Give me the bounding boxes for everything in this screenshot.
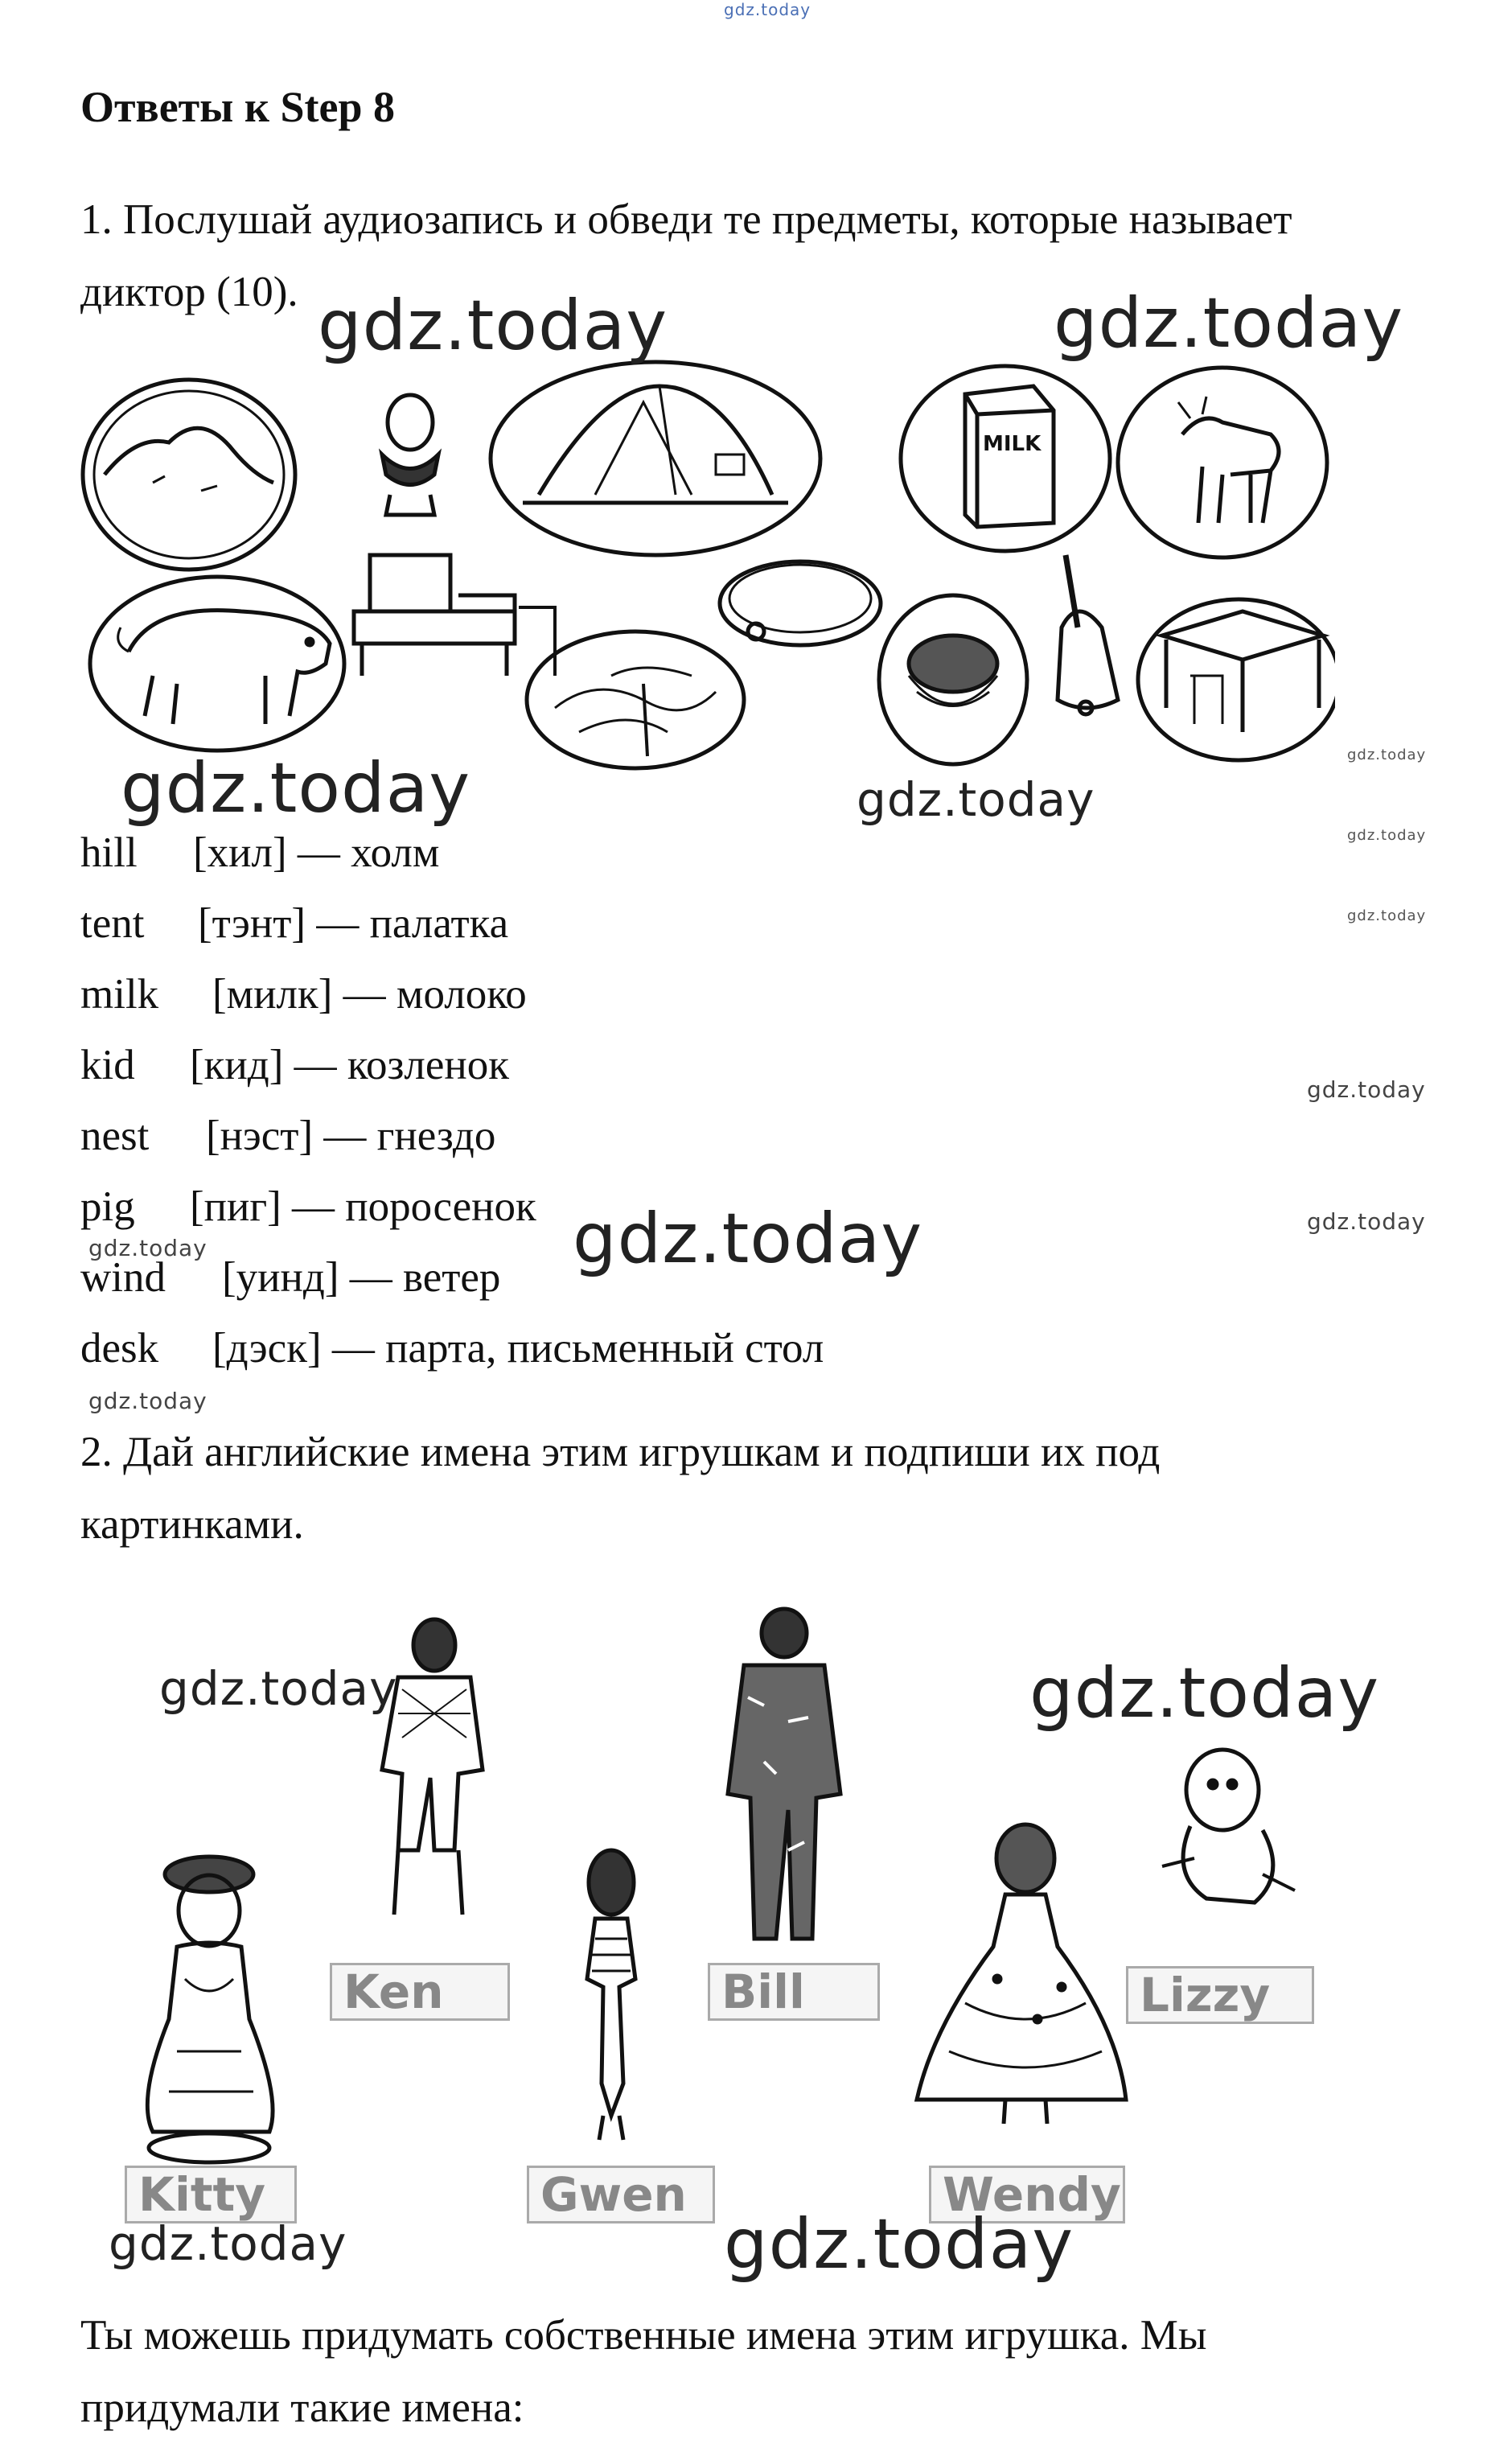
- vocab-translation: — козленок: [294, 1042, 509, 1088]
- closing-line2: придумали такие имена:: [80, 2384, 524, 2431]
- toy-label-kitty: Kitty: [125, 2166, 297, 2223]
- vocab-row-tent: [80, 899, 508, 948]
- watermark: gdz.today: [318, 286, 668, 366]
- vocab-word: nest: [80, 1113, 150, 1159]
- watermark: gdz.today: [1307, 1076, 1426, 1103]
- vocab-translation: — парта, письменный стол: [331, 1325, 824, 1372]
- watermark: gdz.today: [1347, 747, 1427, 763]
- vocab-transcription: [милк]: [212, 971, 333, 1018]
- watermark: gdz.today: [109, 2216, 347, 2271]
- chair-picture: [354, 555, 555, 676]
- watermark: gdz.today: [159, 1661, 398, 1716]
- task1-line1: 1. Послушай аудиозапись и обведи те предметы, которые называет: [80, 196, 1292, 243]
- vocab-transcription: [кид]: [190, 1042, 284, 1088]
- task2-line1: 2. Дай английские имена этим игрушкам и подпиши их под: [80, 1429, 1161, 1475]
- vocab-word: desk: [80, 1325, 159, 1372]
- vocab-translation: — молоко: [343, 971, 527, 1018]
- toy-label-bill: Bill: [708, 1963, 880, 2021]
- vocab-word: hill: [80, 829, 138, 876]
- watermark: gdz.today: [88, 1235, 207, 1261]
- vocab-row-kid: [80, 1041, 509, 1089]
- nest-picture: [879, 595, 1027, 764]
- vocab-transcription: [пиг]: [190, 1183, 281, 1230]
- vocab-row-hill: [80, 829, 439, 877]
- bell-picture: [1058, 555, 1118, 714]
- hill-picture: [83, 380, 295, 570]
- wendy-doll-picture: [917, 1824, 1126, 2124]
- vocab-word: tent: [80, 900, 145, 947]
- watermark: gdz.today: [1029, 1653, 1380, 1734]
- vocab-translation: — палатка: [316, 900, 509, 947]
- vocab-translation: — ветер: [349, 1254, 501, 1301]
- vocab-word: kid: [80, 1042, 135, 1088]
- watermark: gdz.today: [857, 772, 1095, 827]
- vocab-transcription: [дэск]: [212, 1325, 322, 1372]
- vocab-word: pig: [80, 1183, 135, 1230]
- task2-line2: картинками.: [80, 1501, 304, 1548]
- vocab-translation: — холм: [297, 829, 440, 876]
- toy-label-wendy: Wendy: [929, 2166, 1125, 2223]
- gwen-doll-picture: [587, 1850, 635, 2140]
- milk-picture: [901, 366, 1110, 551]
- pig-picture: [90, 577, 344, 751]
- vocab-row-desk: [80, 1324, 824, 1372]
- toy-label-lizzy: Lizzy: [1126, 1966, 1314, 2024]
- vocab-translation: — поросенок: [292, 1183, 536, 1230]
- watermark: gdz.today: [1347, 907, 1427, 924]
- toy-label-ken: Ken: [330, 1963, 510, 2021]
- kitty-princess-picture: [147, 1857, 273, 2162]
- lizzy-baby-picture: [1162, 1750, 1295, 1903]
- toy-label-gwen: Gwen: [527, 2166, 715, 2223]
- vocab-transcription: [тэнт]: [198, 900, 306, 947]
- vocab-transcription: [уинд]: [222, 1254, 339, 1301]
- watermark: gdz.today: [1347, 827, 1427, 844]
- task2-instructions: [80, 1416, 1448, 1561]
- page-title: Ответы к Step 8: [80, 83, 395, 131]
- vocab-row-pig: [80, 1183, 536, 1231]
- watermark: gdz.today: [121, 748, 471, 829]
- tent-picture: [491, 362, 820, 555]
- egg-cup-picture: [382, 395, 438, 515]
- closing-text: [80, 2299, 1448, 2444]
- vocab-word: milk: [80, 971, 159, 1018]
- watermark: gdz.today: [1054, 283, 1404, 364]
- kid-goat-picture: [1118, 368, 1327, 557]
- vocab-word: wind: [80, 1254, 166, 1301]
- vocab-transcription: [хил]: [193, 829, 287, 876]
- desk-picture: [1138, 599, 1335, 760]
- task1-illustration: [80, 354, 1335, 772]
- task1-line2: диктор (10).: [80, 269, 298, 315]
- watermark: gdz.today: [88, 1388, 207, 1414]
- header-watermark: gdz.today: [724, 0, 811, 19]
- watermark: gdz.today: [724, 2204, 1074, 2285]
- watermark: gdz.today: [573, 1199, 923, 1279]
- belt-picture: [720, 562, 881, 645]
- vocab-row-nest: [80, 1112, 495, 1160]
- vocab-transcription: [нэст]: [206, 1113, 314, 1159]
- vocab-row-milk: [80, 970, 527, 1018]
- vocab-translation: — гнездо: [323, 1113, 496, 1159]
- bill-soldier-picture: [728, 1609, 840, 1939]
- milk-box-label: MILK: [983, 432, 1042, 456]
- closing-line1: Ты можешь придумать собственные имена этим игрушка. Мы: [80, 2312, 1207, 2359]
- watermark: gdz.today: [1307, 1208, 1426, 1235]
- wind-picture: [527, 631, 744, 768]
